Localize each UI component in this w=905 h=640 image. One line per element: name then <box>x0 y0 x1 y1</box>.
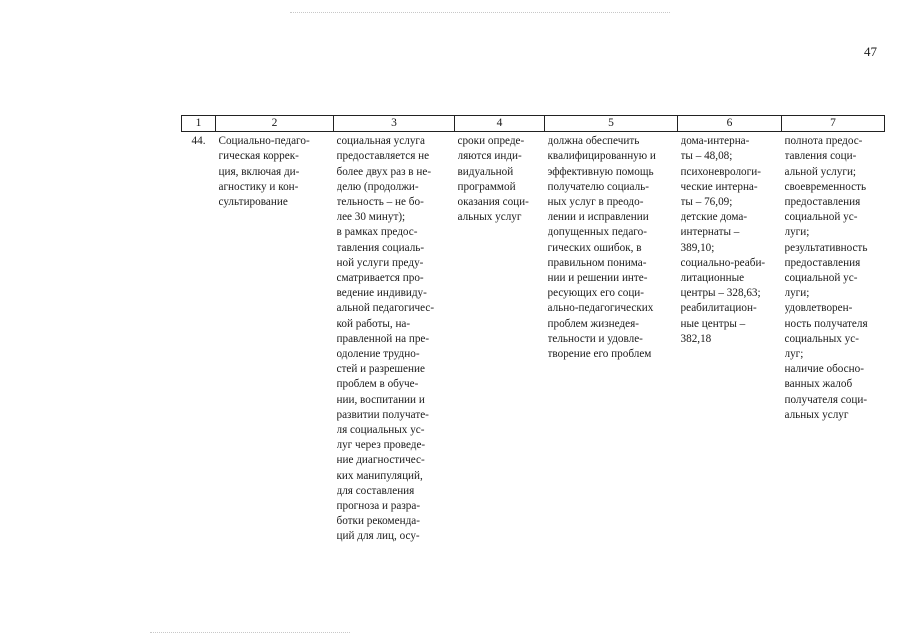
cell-text-line: лее 30 минут); <box>336 211 406 224</box>
cell-text-line: тельности и удовле- <box>547 332 643 345</box>
cell-text-line: предоставления <box>784 256 861 269</box>
cell-text-line: ально-педагогических <box>547 302 654 315</box>
cell-text-line: ты – 76,09; <box>680 196 733 209</box>
cell-text-line: социально-реаби- <box>680 256 766 269</box>
cell-text-line: альной педагогичес- <box>336 302 435 315</box>
cell-text-line: агностику и кон- <box>218 180 299 193</box>
cell-text-line: ляются инди- <box>457 150 522 163</box>
service-description-cell <box>334 132 455 545</box>
cell-text-line: лении и исправлении <box>547 211 649 224</box>
cell-text-line: альных услуг <box>457 211 522 224</box>
cell-text-line: реабилитацион- <box>680 302 757 315</box>
scan-artifact-top <box>290 12 670 14</box>
cell-text-line: альных услуг <box>784 408 849 421</box>
cell-text-line: эффективную помощь <box>547 165 654 178</box>
cell-text-line: тельность – не бо- <box>336 196 424 209</box>
cell-text-line: ведение индивиду- <box>336 287 427 300</box>
cell-text-line: ных услуг в преодо- <box>547 196 644 209</box>
cell-text-line: ций для лиц, осу- <box>336 530 420 543</box>
cell-text-line: в рамках предос- <box>336 226 418 239</box>
cell-text-line: луги; <box>784 226 810 239</box>
table-row <box>182 132 885 545</box>
cell-text-line: предоставления <box>784 196 861 209</box>
cell-text-line: проблем жизнедея- <box>547 317 639 330</box>
cell-text-line: ные центры – <box>680 317 746 330</box>
cell-text-line: 389,10; <box>680 241 715 254</box>
cell-text-line: полнота предос- <box>784 135 863 148</box>
column-header: 1 <box>182 116 216 132</box>
cell-text-line: социальных ус- <box>784 332 859 345</box>
cell-text-line: гическая коррек- <box>218 150 299 163</box>
cell-text-line: луги; <box>784 287 810 300</box>
cell-text-line: ной услуги преду- <box>336 256 424 269</box>
cell-text-line: квалифицированную и <box>547 150 656 163</box>
cell-text-line: ванных жалоб <box>784 378 853 391</box>
cell-text-line: ресующих его соци- <box>547 287 645 300</box>
cell-text-line: гических ошибок, в <box>547 241 642 254</box>
cell-text-line: ля социальных ус- <box>336 424 425 437</box>
cell-text-line: нии и решении инте- <box>547 272 648 285</box>
cell-text-line: для составления <box>336 484 415 497</box>
cell-text-line: ты – 48,08; <box>680 150 733 163</box>
service-name-cell <box>216 132 334 545</box>
column-header: 6 <box>678 116 782 132</box>
cell-text-line: центры – 328,63; <box>680 287 761 300</box>
cell-text-line: ких манипуляций, <box>336 469 423 482</box>
cell-text-line: развитии получате- <box>336 408 429 421</box>
cell-text-line: результативность <box>784 241 868 254</box>
cell-text-line: видуальной <box>457 165 514 178</box>
cell-text-line: предоставляется не <box>336 150 430 163</box>
cell-text-line: луг; <box>784 348 804 361</box>
cell-text-line: сультирование <box>218 196 288 209</box>
cell-text-line: более двух раз в не- <box>336 165 432 178</box>
cell-text-line: ция, включая ди- <box>218 165 300 178</box>
cell-text-line: стей и разрешение <box>336 363 425 376</box>
cell-text-line: Социально-педаго- <box>218 135 310 148</box>
cell-text-line: дома-интерна- <box>680 135 750 148</box>
cell-text-line: психоневрологи- <box>680 165 761 178</box>
cell-text-line: делю (продолжи- <box>336 180 419 193</box>
row-number: 44. <box>191 135 206 148</box>
column-header: 7 <box>782 116 885 132</box>
cell-text-line: творение его проблем <box>547 348 652 361</box>
cell-text-line: тавления соци- <box>784 150 857 163</box>
service-tariffs-cell <box>678 132 782 545</box>
cell-text-line: ческие интерна- <box>680 180 758 193</box>
cell-text-line: проблем в обуче- <box>336 378 419 391</box>
column-header: 5 <box>545 116 678 132</box>
cell-text-line: правильном понима- <box>547 256 647 269</box>
table-header-row <box>182 116 885 132</box>
cell-text-line: сматривается про- <box>336 272 424 285</box>
column-header: 4 <box>455 116 545 132</box>
cell-text-line: сроки опреде- <box>457 135 525 148</box>
cell-text-line: должна обеспечить <box>547 135 640 148</box>
cell-text-line: правленной на пре- <box>336 332 430 345</box>
cell-text-line: детские дома- <box>680 211 748 224</box>
cell-text-line: получателю социаль- <box>547 180 650 193</box>
page-number: 47 <box>864 44 877 59</box>
services-table <box>181 115 885 545</box>
cell-text-line: ность получателя <box>784 317 868 330</box>
cell-text-line: прогноза и разра- <box>336 500 421 513</box>
cell-text-line: альной услуги; <box>784 165 857 178</box>
cell-text-line: программой <box>457 180 516 193</box>
cell-text-line: удовлетворен- <box>784 302 853 315</box>
cell-text-line: социальной ус- <box>784 211 858 224</box>
cell-text-line: допущенных педаго- <box>547 226 647 239</box>
cell-text-line: ние диагностичес- <box>336 454 425 467</box>
cell-text-line: своевременность <box>784 180 867 193</box>
cell-text-line: 382,18 <box>680 332 712 345</box>
cell-text-line: нии, воспитании и <box>336 393 425 406</box>
cell-text-line: интернаты – <box>680 226 740 239</box>
service-quality-cell <box>545 132 678 545</box>
cell-text-line: одоление трудно- <box>336 348 420 361</box>
scan-artifact-bottom <box>150 632 350 634</box>
cell-text-line: ботки рекоменда- <box>336 515 420 528</box>
cell-text-line: кой работы, на- <box>336 317 411 330</box>
cell-text-line: получателя соци- <box>784 393 868 406</box>
cell-text-line: луг через проведе- <box>336 439 426 452</box>
service-evaluation-cell <box>782 132 885 545</box>
cell-text-line: оказания соци- <box>457 196 529 209</box>
cell-text-line: тавления социаль- <box>336 241 425 254</box>
service-terms-cell <box>455 132 545 545</box>
cell-text-line: наличие обосно- <box>784 363 864 376</box>
cell-text-line: социальная услуга <box>336 135 425 148</box>
cell-text-line: литационные <box>680 272 745 285</box>
cell-text-line: социальной ус- <box>784 272 858 285</box>
column-header: 2 <box>216 116 334 132</box>
column-header: 3 <box>334 116 455 132</box>
